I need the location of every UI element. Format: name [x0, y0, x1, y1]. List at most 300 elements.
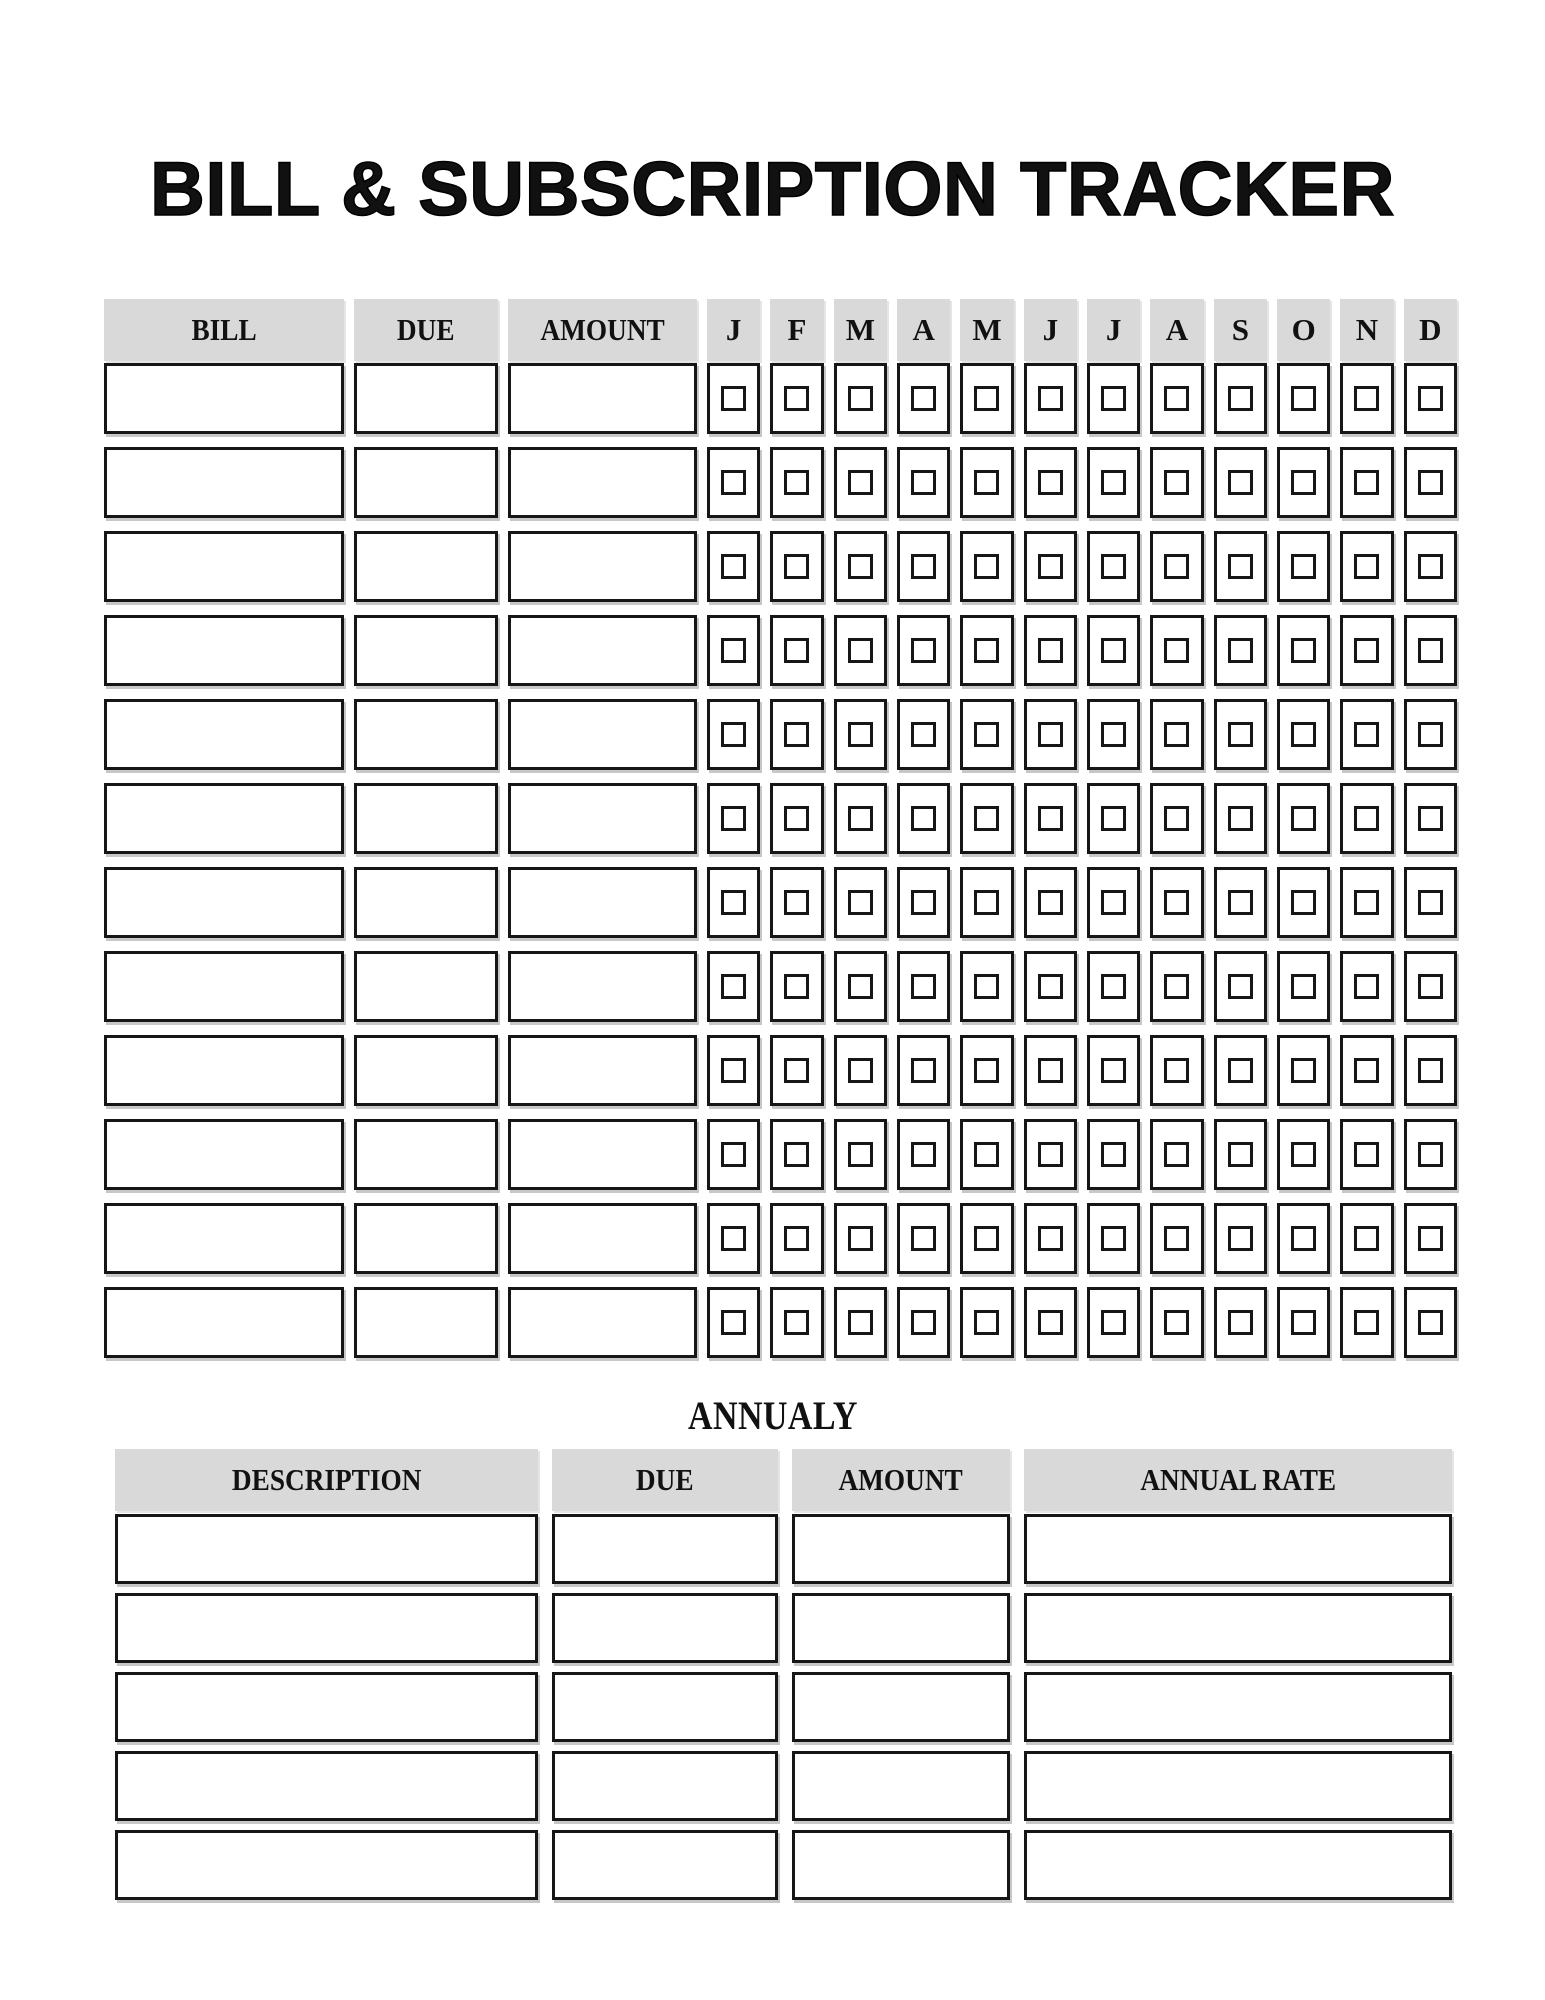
- amount-input[interactable]: [508, 1119, 697, 1190]
- month-checkbox[interactable]: [897, 531, 950, 602]
- checkbox-mark: [848, 470, 873, 495]
- checkbox-mark: [1101, 1310, 1126, 1335]
- checkbox-mark: [911, 890, 936, 915]
- checkbox-mark: [721, 974, 746, 999]
- month-checkbox[interactable]: [1214, 615, 1267, 686]
- month-checkbox[interactable]: [1214, 1035, 1267, 1106]
- month-checkbox[interactable]: [770, 699, 823, 770]
- bill-input[interactable]: [104, 1203, 344, 1274]
- month-checkbox[interactable]: [1277, 1287, 1330, 1358]
- month-checkbox[interactable]: [1404, 1203, 1457, 1274]
- month-checkbox[interactable]: [960, 867, 1013, 938]
- checkbox-mark: [1164, 806, 1189, 831]
- month-checkbox[interactable]: [897, 615, 950, 686]
- checkbox-mark: [1354, 722, 1379, 747]
- checkbox-mark: [1101, 1142, 1126, 1167]
- amount-input[interactable]: [508, 1035, 697, 1106]
- checkbox-mark: [911, 1226, 936, 1251]
- due-input[interactable]: [552, 1672, 778, 1742]
- month-checkbox[interactable]: [1340, 1287, 1393, 1358]
- checkbox-mark: [974, 638, 999, 663]
- due-input[interactable]: [354, 1203, 498, 1274]
- checkbox-mark: [721, 554, 746, 579]
- month-checkbox[interactable]: [1404, 867, 1457, 938]
- month-checkbox[interactable]: [1024, 867, 1077, 938]
- month-checkbox[interactable]: [834, 615, 887, 686]
- bill-input[interactable]: [104, 951, 344, 1022]
- month-checkbox[interactable]: [897, 447, 950, 518]
- month-checkbox[interactable]: [707, 363, 760, 434]
- month-checkbox[interactable]: [1277, 1119, 1330, 1190]
- month-checkbox[interactable]: [1404, 447, 1457, 518]
- month-checkbox[interactable]: [1404, 1119, 1457, 1190]
- month-checkbox[interactable]: [1277, 1035, 1330, 1106]
- month-checkbox[interactable]: [834, 783, 887, 854]
- amount-input[interactable]: [792, 1830, 1010, 1900]
- checkbox-mark: [974, 1226, 999, 1251]
- checkbox-mark: [1418, 386, 1443, 411]
- bill-input[interactable]: [104, 615, 344, 686]
- amount-input[interactable]: [792, 1751, 1010, 1821]
- checkbox-mark: [1038, 806, 1063, 831]
- amount-input[interactable]: [508, 1203, 697, 1274]
- month-checkbox[interactable]: [1404, 1035, 1457, 1106]
- month-checkbox[interactable]: [1340, 783, 1393, 854]
- month-header-4: A: [897, 299, 950, 361]
- checkbox-mark: [848, 554, 873, 579]
- month-checkbox[interactable]: [834, 1203, 887, 1274]
- checkbox-mark: [1354, 974, 1379, 999]
- month-checkbox[interactable]: [707, 1203, 760, 1274]
- month-checkbox[interactable]: [834, 363, 887, 434]
- checkbox-mark: [911, 806, 936, 831]
- due-input[interactable]: [354, 1287, 498, 1358]
- month-checkbox[interactable]: [1404, 1287, 1457, 1358]
- month-checkbox[interactable]: [897, 1203, 950, 1274]
- checkbox-mark: [1164, 890, 1189, 915]
- month-checkbox[interactable]: [897, 1035, 950, 1106]
- checkbox-mark: [974, 1310, 999, 1335]
- checkbox-mark: [721, 638, 746, 663]
- month-checkbox[interactable]: [897, 951, 950, 1022]
- amount-input[interactable]: [508, 531, 697, 602]
- bill-input[interactable]: [104, 447, 344, 518]
- month-checkbox[interactable]: [1087, 531, 1140, 602]
- month-checkbox[interactable]: [1024, 699, 1077, 770]
- bill-input[interactable]: [104, 531, 344, 602]
- amount-input[interactable]: [508, 867, 697, 938]
- checkbox-mark: [1354, 1058, 1379, 1083]
- month-checkbox[interactable]: [1087, 615, 1140, 686]
- month-checkbox[interactable]: [960, 1203, 1013, 1274]
- month-checkbox[interactable]: [960, 447, 1013, 518]
- month-checkbox[interactable]: [1024, 531, 1077, 602]
- month-checkbox[interactable]: [897, 699, 950, 770]
- checkbox-mark: [1038, 470, 1063, 495]
- month-checkbox[interactable]: [1214, 363, 1267, 434]
- checkbox-mark: [1038, 386, 1063, 411]
- annual-rate-input[interactable]: [1024, 1672, 1452, 1742]
- bill-input[interactable]: [104, 699, 344, 770]
- checkbox-mark: [911, 638, 936, 663]
- monthly-table-header: [104, 299, 1457, 361]
- amount-input[interactable]: [792, 1593, 1010, 1663]
- month-header-7: J: [1087, 299, 1140, 361]
- month-checkbox[interactable]: [834, 951, 887, 1022]
- due-input[interactable]: [354, 363, 498, 434]
- bill-input[interactable]: [104, 1287, 344, 1358]
- checkbox-mark: [974, 470, 999, 495]
- month-checkbox[interactable]: [707, 699, 760, 770]
- month-checkbox[interactable]: [1340, 1119, 1393, 1190]
- month-checkbox[interactable]: [1150, 363, 1203, 434]
- checkbox-mark: [848, 890, 873, 915]
- month-checkbox[interactable]: [960, 363, 1013, 434]
- month-checkbox[interactable]: [770, 1203, 823, 1274]
- month-checkbox[interactable]: [707, 447, 760, 518]
- checkbox-mark: [784, 1226, 809, 1251]
- month-checkbox[interactable]: [770, 1287, 823, 1358]
- month-checkbox[interactable]: [1150, 951, 1203, 1022]
- month-checkbox[interactable]: [960, 1119, 1013, 1190]
- checkbox-mark: [1228, 1058, 1253, 1083]
- checkbox-mark: [911, 554, 936, 579]
- due-input[interactable]: [354, 867, 498, 938]
- month-checkbox[interactable]: [707, 531, 760, 602]
- month-checkbox[interactable]: [897, 1119, 950, 1190]
- amount-input[interactable]: [508, 1287, 697, 1358]
- month-checkbox[interactable]: [1024, 615, 1077, 686]
- checkbox-mark: [1291, 1142, 1316, 1167]
- checkbox-mark: [848, 974, 873, 999]
- month-checkbox[interactable]: [960, 783, 1013, 854]
- month-checkbox[interactable]: [1087, 783, 1140, 854]
- month-checkbox[interactable]: [1340, 1035, 1393, 1106]
- amount-input[interactable]: [792, 1514, 1010, 1584]
- month-checkbox[interactable]: [770, 531, 823, 602]
- month-checkbox[interactable]: [1214, 1119, 1267, 1190]
- month-header-12: D: [1404, 299, 1457, 361]
- checkbox-mark: [1164, 470, 1189, 495]
- checkbox-mark: [1418, 722, 1443, 747]
- checkbox-mark: [911, 974, 936, 999]
- checkbox-mark: [1164, 1058, 1189, 1083]
- month-checkbox[interactable]: [1277, 1203, 1330, 1274]
- column-header-due: DUE: [354, 299, 498, 361]
- month-checkbox[interactable]: [1087, 1035, 1140, 1106]
- month-checkbox[interactable]: [1087, 363, 1140, 434]
- due-input[interactable]: [354, 531, 498, 602]
- amount-input[interactable]: [508, 363, 697, 434]
- month-checkbox[interactable]: [960, 531, 1013, 602]
- month-checkbox[interactable]: [770, 783, 823, 854]
- checkbox-mark: [1101, 554, 1126, 579]
- bill-input[interactable]: [104, 783, 344, 854]
- month-checkbox[interactable]: [1277, 615, 1330, 686]
- month-checkbox[interactable]: [897, 1287, 950, 1358]
- description-input[interactable]: [115, 1514, 538, 1584]
- checkbox-mark: [1038, 1310, 1063, 1335]
- month-checkbox[interactable]: [1150, 1203, 1203, 1274]
- month-checkbox[interactable]: [834, 867, 887, 938]
- month-checkbox[interactable]: [1404, 783, 1457, 854]
- column-header-description: DESCRIPTION: [115, 1449, 538, 1511]
- checkbox-mark: [1228, 470, 1253, 495]
- due-input[interactable]: [354, 447, 498, 518]
- month-checkbox[interactable]: [1340, 951, 1393, 1022]
- checkbox-mark: [1228, 1142, 1253, 1167]
- column-header-annual-rate: ANNUAL RATE: [1024, 1449, 1452, 1511]
- month-checkbox[interactable]: [960, 1035, 1013, 1106]
- month-checkbox[interactable]: [1214, 783, 1267, 854]
- bill-input[interactable]: [104, 1119, 344, 1190]
- checkbox-mark: [1291, 554, 1316, 579]
- month-checkbox[interactable]: [707, 1035, 760, 1106]
- checkbox-mark: [1164, 638, 1189, 663]
- month-checkbox[interactable]: [1150, 1287, 1203, 1358]
- checkbox-mark: [721, 386, 746, 411]
- month-checkbox[interactable]: [834, 1119, 887, 1190]
- due-input[interactable]: [354, 783, 498, 854]
- due-input[interactable]: [552, 1514, 778, 1584]
- annual-rate-input[interactable]: [1024, 1830, 1452, 1900]
- month-checkbox[interactable]: [1277, 363, 1330, 434]
- month-checkbox[interactable]: [1404, 951, 1457, 1022]
- checkbox-mark: [1164, 386, 1189, 411]
- checkbox-mark: [1228, 386, 1253, 411]
- due-input[interactable]: [552, 1751, 778, 1821]
- annual-table-header: [115, 1449, 1452, 1511]
- month-checkbox[interactable]: [1150, 1035, 1203, 1106]
- annual-table-body: [115, 1514, 1452, 1900]
- month-checkbox[interactable]: [1340, 531, 1393, 602]
- month-checkbox[interactable]: [897, 363, 950, 434]
- month-checkbox[interactable]: [770, 615, 823, 686]
- month-checkbox[interactable]: [1340, 1203, 1393, 1274]
- checkbox-mark: [1228, 974, 1253, 999]
- checkbox-mark: [784, 1058, 809, 1083]
- month-checkbox[interactable]: [1087, 447, 1140, 518]
- month-checkbox[interactable]: [1024, 1203, 1077, 1274]
- month-checkbox[interactable]: [1214, 951, 1267, 1022]
- amount-input[interactable]: [508, 951, 697, 1022]
- checkbox-mark: [1101, 470, 1126, 495]
- month-checkbox[interactable]: [1340, 867, 1393, 938]
- checkbox-mark: [974, 806, 999, 831]
- month-checkbox[interactable]: [1150, 783, 1203, 854]
- checkbox-mark: [1291, 1058, 1316, 1083]
- checkbox-mark: [974, 1142, 999, 1167]
- month-checkbox[interactable]: [1024, 783, 1077, 854]
- month-checkbox[interactable]: [770, 363, 823, 434]
- checkbox-mark: [1038, 1226, 1063, 1251]
- month-checkbox[interactable]: [1214, 531, 1267, 602]
- checkbox-mark: [848, 386, 873, 411]
- month-checkbox[interactable]: [960, 699, 1013, 770]
- checkbox-mark: [1291, 722, 1316, 747]
- checkbox-mark: [1228, 638, 1253, 663]
- checkbox-mark: [1038, 638, 1063, 663]
- month-checkbox[interactable]: [834, 1035, 887, 1106]
- due-input[interactable]: [354, 699, 498, 770]
- month-checkbox[interactable]: [1150, 1119, 1203, 1190]
- annual-rate-input[interactable]: [1024, 1514, 1452, 1584]
- month-checkbox[interactable]: [770, 1119, 823, 1190]
- amount-input[interactable]: [508, 699, 697, 770]
- checkbox-mark: [784, 554, 809, 579]
- due-input[interactable]: [354, 615, 498, 686]
- amount-input[interactable]: [508, 783, 697, 854]
- annual-rate-input[interactable]: [1024, 1593, 1452, 1663]
- checkbox-mark: [1228, 1310, 1253, 1335]
- monthly-table-body: [104, 363, 1457, 1358]
- month-checkbox[interactable]: [1340, 699, 1393, 770]
- checkbox-mark: [1228, 722, 1253, 747]
- checkbox-mark: [1354, 806, 1379, 831]
- annual-rate-input[interactable]: [1024, 1751, 1452, 1821]
- month-checkbox[interactable]: [1214, 867, 1267, 938]
- month-checkbox[interactable]: [1087, 699, 1140, 770]
- month-checkbox[interactable]: [960, 951, 1013, 1022]
- month-checkbox[interactable]: [1087, 1287, 1140, 1358]
- month-checkbox[interactable]: [1404, 363, 1457, 434]
- due-input[interactable]: [354, 1035, 498, 1106]
- month-checkbox[interactable]: [707, 1119, 760, 1190]
- month-checkbox[interactable]: [1024, 1035, 1077, 1106]
- checkbox-mark: [1101, 890, 1126, 915]
- month-checkbox[interactable]: [1024, 1119, 1077, 1190]
- month-checkbox[interactable]: [834, 447, 887, 518]
- due-input[interactable]: [354, 951, 498, 1022]
- amount-input[interactable]: [508, 615, 697, 686]
- month-checkbox[interactable]: [897, 867, 950, 938]
- checkbox-mark: [1164, 1310, 1189, 1335]
- month-checkbox[interactable]: [1087, 1119, 1140, 1190]
- month-checkbox[interactable]: [1150, 615, 1203, 686]
- month-checkbox[interactable]: [1150, 867, 1203, 938]
- bill-input[interactable]: [104, 867, 344, 938]
- month-checkbox[interactable]: [1150, 699, 1203, 770]
- checkbox-mark: [848, 638, 873, 663]
- due-input[interactable]: [354, 1119, 498, 1190]
- checkbox-mark: [1038, 1142, 1063, 1167]
- checkbox-mark: [784, 974, 809, 999]
- month-checkbox[interactable]: [897, 783, 950, 854]
- month-checkbox[interactable]: [707, 867, 760, 938]
- bill-input[interactable]: [104, 1035, 344, 1106]
- checkbox-mark: [1291, 974, 1316, 999]
- checkbox-mark: [784, 722, 809, 747]
- month-header-1: J: [707, 299, 760, 361]
- checkbox-mark: [784, 806, 809, 831]
- checkbox-mark: [911, 470, 936, 495]
- checkbox-mark: [1038, 554, 1063, 579]
- month-checkbox[interactable]: [1277, 531, 1330, 602]
- description-input[interactable]: [115, 1830, 538, 1900]
- bill-input[interactable]: [104, 363, 344, 434]
- month-checkbox[interactable]: [707, 615, 760, 686]
- checkbox-mark: [784, 1142, 809, 1167]
- checkbox-mark: [1354, 1226, 1379, 1251]
- checkbox-mark: [1038, 890, 1063, 915]
- checkbox-mark: [1418, 1226, 1443, 1251]
- month-checkbox[interactable]: [1404, 615, 1457, 686]
- month-checkbox[interactable]: [834, 699, 887, 770]
- month-checkbox[interactable]: [1404, 531, 1457, 602]
- month-checkbox[interactable]: [1214, 447, 1267, 518]
- due-input[interactable]: [552, 1830, 778, 1900]
- description-input[interactable]: [115, 1672, 538, 1742]
- checkbox-mark: [974, 386, 999, 411]
- month-checkbox[interactable]: [1277, 699, 1330, 770]
- month-checkbox[interactable]: [707, 951, 760, 1022]
- checkbox-mark: [721, 890, 746, 915]
- month-checkbox[interactable]: [770, 951, 823, 1022]
- month-checkbox[interactable]: [770, 867, 823, 938]
- month-checkbox[interactable]: [1087, 951, 1140, 1022]
- month-checkbox[interactable]: [1277, 951, 1330, 1022]
- month-checkbox[interactable]: [1277, 783, 1330, 854]
- month-checkbox[interactable]: [1214, 1203, 1267, 1274]
- checkbox-mark: [721, 722, 746, 747]
- month-checkbox[interactable]: [707, 1287, 760, 1358]
- month-checkbox[interactable]: [1087, 867, 1140, 938]
- month-header-10: O: [1277, 299, 1330, 361]
- checkbox-mark: [1418, 1142, 1443, 1167]
- page-title: BILL & SUBSCRIPTION TRACKER: [149, 147, 1395, 232]
- description-input[interactable]: [115, 1593, 538, 1663]
- month-checkbox[interactable]: [1087, 1203, 1140, 1274]
- month-checkbox[interactable]: [1150, 531, 1203, 602]
- amount-input[interactable]: [508, 447, 697, 518]
- checkbox-mark: [1291, 1310, 1316, 1335]
- annualy-section-title: ANNUALY: [687, 1393, 858, 1438]
- checkbox-mark: [1291, 470, 1316, 495]
- month-checkbox[interactable]: [1277, 867, 1330, 938]
- month-header-2: F: [770, 299, 823, 361]
- month-checkbox[interactable]: [1024, 363, 1077, 434]
- month-checkbox[interactable]: [770, 447, 823, 518]
- checkbox-mark: [974, 890, 999, 915]
- month-checkbox[interactable]: [1214, 1287, 1267, 1358]
- due-input[interactable]: [552, 1593, 778, 1663]
- month-checkbox[interactable]: [960, 615, 1013, 686]
- checkbox-mark: [911, 1310, 936, 1335]
- month-checkbox[interactable]: [834, 531, 887, 602]
- amount-input[interactable]: [792, 1672, 1010, 1742]
- checkbox-mark: [1418, 1058, 1443, 1083]
- month-checkbox[interactable]: [1340, 363, 1393, 434]
- month-checkbox[interactable]: [707, 783, 760, 854]
- checkbox-mark: [1354, 470, 1379, 495]
- month-checkbox[interactable]: [1340, 615, 1393, 686]
- month-checkbox[interactable]: [1340, 447, 1393, 518]
- month-checkbox[interactable]: [1024, 447, 1077, 518]
- month-checkbox[interactable]: [960, 1287, 1013, 1358]
- checkbox-mark: [1291, 806, 1316, 831]
- month-checkbox[interactable]: [1150, 447, 1203, 518]
- month-checkbox[interactable]: [770, 1035, 823, 1106]
- month-checkbox[interactable]: [1214, 699, 1267, 770]
- month-checkbox[interactable]: [834, 1287, 887, 1358]
- checkbox-mark: [1418, 890, 1443, 915]
- month-checkbox[interactable]: [1024, 1287, 1077, 1358]
- checkbox-mark: [848, 1310, 873, 1335]
- description-input[interactable]: [115, 1751, 538, 1821]
- month-checkbox[interactable]: [1277, 447, 1330, 518]
- month-checkbox[interactable]: [1404, 699, 1457, 770]
- month-checkbox[interactable]: [1024, 951, 1077, 1022]
